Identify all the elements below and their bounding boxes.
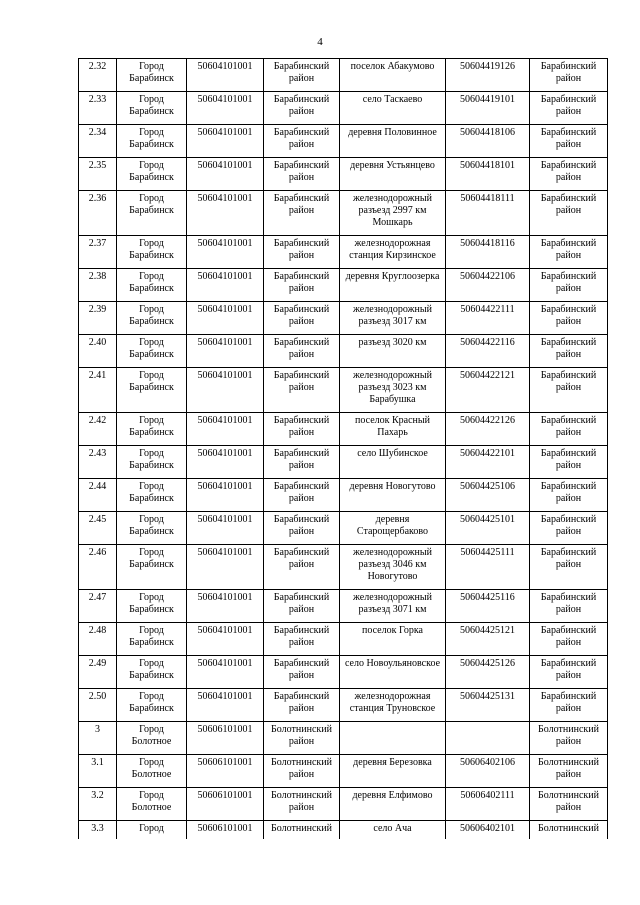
table-row — [79, 269, 608, 302]
settlement-code-cell: 50604418116 — [446, 236, 530, 269]
settlement-cell: железнодорожный разъезд 2997 км Мошкарь — [340, 191, 446, 236]
settlement-code-cell: 50606402101 — [446, 821, 530, 840]
settlement-code-cell: 50604418101 — [446, 158, 530, 191]
row-number-cell: 2.41 — [79, 368, 117, 413]
settlement-cell: деревня Старощербаково — [340, 512, 446, 545]
settlement-code-cell: 50604419101 — [446, 92, 530, 125]
settlement-cell: разъезд 3020 км — [340, 335, 446, 368]
settlement-code-cell: 50604425126 — [446, 656, 530, 689]
city-cell: Город Барабинск — [117, 158, 187, 191]
city-cell: Город Барабинск — [117, 236, 187, 269]
settlement-cell: поселок Абакумово — [340, 59, 446, 92]
settlement-cell: железнодорожный разъезд 3046 км Новогутово — [340, 545, 446, 590]
district-cell: Барабинский район — [264, 623, 340, 656]
settlement-cell: железнодорожный разъезд 3017 км — [340, 302, 446, 335]
table-row — [79, 590, 608, 623]
table-row — [79, 479, 608, 512]
settlement-code-cell: 50604425116 — [446, 590, 530, 623]
table-row — [79, 302, 608, 335]
district-cell: Барабинский район — [264, 368, 340, 413]
row-number-cell: 2.50 — [79, 689, 117, 722]
city-code-cell: 50604101001 — [187, 446, 264, 479]
table-row — [79, 689, 608, 722]
city-cell: Город Барабинск — [117, 446, 187, 479]
city-code-cell: 50606101001 — [187, 821, 264, 840]
city-code-cell: 50604101001 — [187, 368, 264, 413]
settlement-code-cell: 50604422111 — [446, 302, 530, 335]
city-cell: Город Барабинск — [117, 545, 187, 590]
district-cell: Барабинский район — [264, 512, 340, 545]
district-cell: Барабинский район — [264, 125, 340, 158]
target-district-cell: Барабинский район — [530, 269, 608, 302]
table-row — [79, 446, 608, 479]
row-number-cell: 2.49 — [79, 656, 117, 689]
row-number-cell: 2.44 — [79, 479, 117, 512]
city-cell: Город Барабинск — [117, 413, 187, 446]
row-number-cell: 3.1 — [79, 755, 117, 788]
target-district-cell: Болотнинский — [530, 821, 608, 840]
district-cell: Барабинский район — [264, 236, 340, 269]
settlement-cell: деревня Круглоозерка — [340, 269, 446, 302]
target-district-cell: Барабинский район — [530, 446, 608, 479]
settlement-code-cell: 50604422121 — [446, 368, 530, 413]
city-cell: Город Барабинск — [117, 512, 187, 545]
settlement-cell: село Новоульяновское — [340, 656, 446, 689]
row-number-cell: 2.46 — [79, 545, 117, 590]
city-cell: Город Барабинск — [117, 623, 187, 656]
row-number-cell: 2.35 — [79, 158, 117, 191]
district-cell: Барабинский район — [264, 545, 340, 590]
city-code-cell: 50604101001 — [187, 59, 264, 92]
settlement-cell: деревня Устьянцево — [340, 158, 446, 191]
district-cell: Болотнинский район — [264, 755, 340, 788]
district-cell: Барабинский район — [264, 59, 340, 92]
district-cell: Барабинский район — [264, 656, 340, 689]
table-row — [79, 236, 608, 269]
settlement-code-cell: 50604419126 — [446, 59, 530, 92]
city-code-cell: 50604101001 — [187, 236, 264, 269]
table-row — [79, 92, 608, 125]
table-row — [79, 191, 608, 236]
settlement-code-cell: 50604422126 — [446, 413, 530, 446]
city-cell: Город Барабинск — [117, 368, 187, 413]
city-code-cell: 50604101001 — [187, 302, 264, 335]
city-code-cell: 50604101001 — [187, 191, 264, 236]
settlement-cell: поселок Красный Пахарь — [340, 413, 446, 446]
city-code-cell: 50604101001 — [187, 479, 264, 512]
settlement-cell: железнодорожная станция Труновское — [340, 689, 446, 722]
settlement-cell: железнодорожный разъезд 3023 км Барабушка — [340, 368, 446, 413]
settlement-code-cell: 50604425131 — [446, 689, 530, 722]
city-code-cell: 50604101001 — [187, 92, 264, 125]
target-district-cell: Барабинский район — [530, 335, 608, 368]
settlement-code-cell: 50604425121 — [446, 623, 530, 656]
city-cell: Город Барабинск — [117, 59, 187, 92]
target-district-cell: Барабинский район — [530, 479, 608, 512]
city-cell: Город Барабинск — [117, 335, 187, 368]
table-row — [79, 755, 608, 788]
city-cell: Город Барабинск — [117, 479, 187, 512]
district-cell: Барабинский район — [264, 302, 340, 335]
row-number-cell: 3 — [79, 722, 117, 755]
target-district-cell: Барабинский район — [530, 689, 608, 722]
settlement-code-cell: 50604418111 — [446, 191, 530, 236]
settlement-cell: деревня Половинное — [340, 125, 446, 158]
district-cell: Барабинский район — [264, 269, 340, 302]
table-row — [79, 125, 608, 158]
district-cell: Барабинский район — [264, 413, 340, 446]
target-district-cell: Барабинский район — [530, 191, 608, 236]
city-code-cell: 50606101001 — [187, 755, 264, 788]
city-cell: Город Барабинск — [117, 302, 187, 335]
city-code-cell: 50604101001 — [187, 623, 264, 656]
settlement-cell: село Ача — [340, 821, 446, 840]
city-code-cell: 50604101001 — [187, 689, 264, 722]
city-code-cell: 50604101001 — [187, 335, 264, 368]
city-cell: Город Болотное — [117, 788, 187, 821]
settlement-cell: деревня Елфимово — [340, 788, 446, 821]
table-row — [79, 623, 608, 656]
row-number-cell: 2.48 — [79, 623, 117, 656]
target-district-cell: Барабинский район — [530, 236, 608, 269]
city-cell: Город Барабинск — [117, 92, 187, 125]
city-code-cell: 50606101001 — [187, 788, 264, 821]
district-cell: Барабинский район — [264, 590, 340, 623]
city-cell: Город Барабинск — [117, 125, 187, 158]
target-district-cell: Болотнинский район — [530, 755, 608, 788]
district-cell: Болотнинский — [264, 821, 340, 840]
row-number-cell: 2.36 — [79, 191, 117, 236]
row-number-cell: 3.3 — [79, 821, 117, 840]
settlement-cell: поселок Горка — [340, 623, 446, 656]
row-number-cell: 2.40 — [79, 335, 117, 368]
table-row — [79, 413, 608, 446]
settlement-code-cell: 50604422116 — [446, 335, 530, 368]
table-row — [79, 656, 608, 689]
target-district-cell: Барабинский район — [530, 125, 608, 158]
district-cell: Болотнинский район — [264, 788, 340, 821]
table-row — [79, 545, 608, 590]
row-number-cell: 2.47 — [79, 590, 117, 623]
table-row — [79, 158, 608, 191]
row-number-cell: 2.37 — [79, 236, 117, 269]
row-number-cell: 2.32 — [79, 59, 117, 92]
table-body — [79, 59, 608, 840]
district-cell: Барабинский район — [264, 446, 340, 479]
city-cell: Город Барабинск — [117, 689, 187, 722]
target-district-cell: Барабинский район — [530, 92, 608, 125]
target-district-cell: Барабинский район — [530, 368, 608, 413]
row-number-cell: 2.39 — [79, 302, 117, 335]
settlement-cell: железнодорожный разъезд 3071 км — [340, 590, 446, 623]
settlements-table — [78, 58, 608, 839]
target-district-cell: Барабинский район — [530, 623, 608, 656]
target-district-cell: Болотнинский район — [530, 788, 608, 821]
target-district-cell: Барабинский район — [530, 302, 608, 335]
city-cell: Город Болотное — [117, 722, 187, 755]
table-row — [79, 335, 608, 368]
city-code-cell: 50604101001 — [187, 158, 264, 191]
target-district-cell: Барабинский район — [530, 656, 608, 689]
target-district-cell: Барабинский район — [530, 158, 608, 191]
settlement-cell — [340, 722, 446, 755]
settlement-code-cell: 50604418106 — [446, 125, 530, 158]
target-district-cell: Барабинский район — [530, 413, 608, 446]
target-district-cell: Барабинский район — [530, 545, 608, 590]
city-cell: Город Барабинск — [117, 656, 187, 689]
table-row — [79, 368, 608, 413]
table-row — [79, 722, 608, 755]
city-cell: Город Барабинск — [117, 191, 187, 236]
settlement-cell: деревня Новогутово — [340, 479, 446, 512]
city-code-cell: 50606101001 — [187, 722, 264, 755]
city-cell: Город Барабинск — [117, 590, 187, 623]
district-cell: Барабинский район — [264, 92, 340, 125]
city-code-cell: 50604101001 — [187, 590, 264, 623]
target-district-cell: Барабинский район — [530, 590, 608, 623]
district-cell: Барабинский район — [264, 689, 340, 722]
district-cell: Барабинский район — [264, 191, 340, 236]
row-number-cell: 2.33 — [79, 92, 117, 125]
row-number-cell: 2.38 — [79, 269, 117, 302]
city-code-cell: 50604101001 — [187, 125, 264, 158]
settlement-cell: село Таскаево — [340, 92, 446, 125]
table-row — [79, 59, 608, 92]
city-code-cell: 50604101001 — [187, 512, 264, 545]
settlement-code-cell — [446, 722, 530, 755]
district-cell: Болотнинский район — [264, 722, 340, 755]
target-district-cell: Барабинский район — [530, 512, 608, 545]
settlement-code-cell: 50606402106 — [446, 755, 530, 788]
settlement-code-cell: 50604422101 — [446, 446, 530, 479]
city-cell: Город — [117, 821, 187, 840]
city-cell: Город Болотное — [117, 755, 187, 788]
district-cell: Барабинский район — [264, 335, 340, 368]
settlement-code-cell: 50604422106 — [446, 269, 530, 302]
city-cell: Город Барабинск — [117, 269, 187, 302]
target-district-cell: Барабинский район — [530, 59, 608, 92]
row-number-cell: 2.34 — [79, 125, 117, 158]
settlement-code-cell: 50606402111 — [446, 788, 530, 821]
settlement-cell: деревня Березовка — [340, 755, 446, 788]
city-code-cell: 50604101001 — [187, 413, 264, 446]
row-number-cell: 2.43 — [79, 446, 117, 479]
row-number-cell: 2.45 — [79, 512, 117, 545]
city-code-cell: 50604101001 — [187, 656, 264, 689]
table-row — [79, 512, 608, 545]
city-code-cell: 50604101001 — [187, 545, 264, 590]
page-number: 4 — [317, 36, 323, 48]
settlement-code-cell: 50604425101 — [446, 512, 530, 545]
target-district-cell: Болотнинский район — [530, 722, 608, 755]
row-number-cell: 3.2 — [79, 788, 117, 821]
table-row — [79, 821, 608, 840]
district-cell: Барабинский район — [264, 479, 340, 512]
district-cell: Барабинский район — [264, 158, 340, 191]
city-code-cell: 50604101001 — [187, 269, 264, 302]
settlement-code-cell: 50604425111 — [446, 545, 530, 590]
settlement-code-cell: 50604425106 — [446, 479, 530, 512]
settlement-cell: железнодорожная станция Кирзинское — [340, 236, 446, 269]
table-row — [79, 788, 608, 821]
row-number-cell: 2.42 — [79, 413, 117, 446]
settlement-cell: село Шубинское — [340, 446, 446, 479]
